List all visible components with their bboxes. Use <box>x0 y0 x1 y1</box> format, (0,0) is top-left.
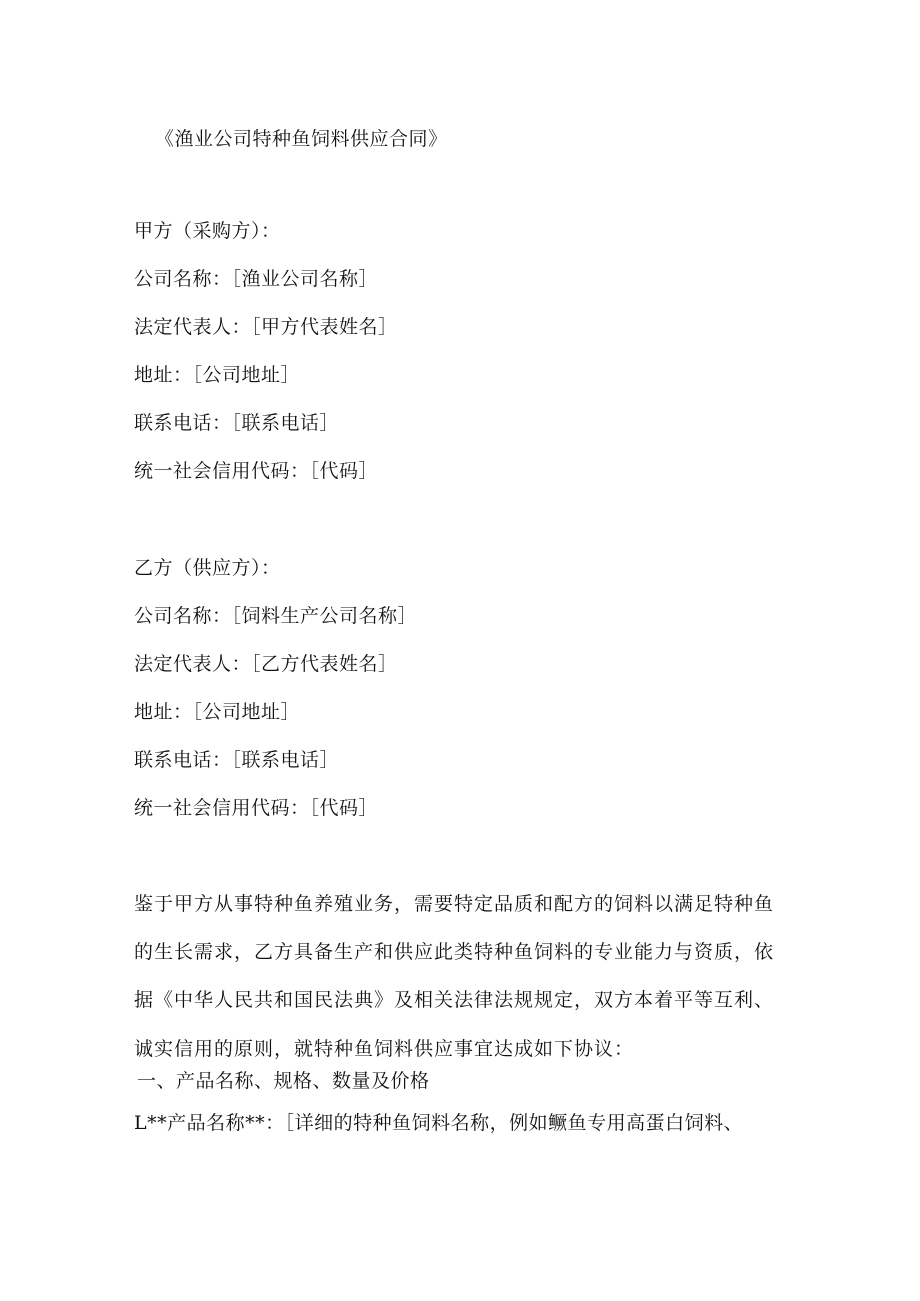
party-b-representative: 法定代表人：［乙方代表姓名］ <box>134 653 398 675</box>
party-b-heading: 乙方（供应方）： <box>134 557 281 579</box>
party-a-heading: 甲方（采购方）： <box>134 220 281 242</box>
party-b-phone: 联系电话：［联系电话］ <box>134 749 340 771</box>
party-a-company: 公司名称：［渔业公司名称］ <box>134 268 379 290</box>
preamble-line: 据《中华人民共和国民法典》及相关法律法规规定，双方本着平等互利、 <box>134 989 775 1011</box>
party-a-credit-code: 统一社会信用代码：［代码］ <box>134 460 379 482</box>
party-a-address: 地址：［公司地址］ <box>134 364 301 386</box>
party-a-representative: 法定代表人：［甲方代表姓名］ <box>134 316 398 338</box>
section-heading: 一、产品名称、规格、数量及价格 <box>137 1070 430 1092</box>
party-b-credit-code: 统一社会信用代码：［代码］ <box>134 797 379 819</box>
preamble-line: 鉴于甲方从事特种鱼养殖业务，需要特定品质和配方的饲料以满足特种鱼 <box>134 893 775 915</box>
party-a-phone: 联系电话：［联系电话］ <box>134 412 340 434</box>
party-b-company: 公司名称：［饲料生产公司名称］ <box>134 605 418 627</box>
section-text-line: L**产品名称**：［详细的特种鱼饲料名称，例如鳜鱼专用高蛋白饲料、 <box>134 1112 744 1134</box>
document-title: 《渔业公司特种鱼饲料供应合同》 <box>155 128 448 150</box>
preamble-line: 诚实信用的原则，就特种鱼饲料供应事宜达成如下协议： <box>134 1038 635 1060</box>
party-b-address: 地址：［公司地址］ <box>134 701 301 723</box>
preamble-line: 的生长需求，乙方具备生产和供应此类特种鱼饲料的专业能力与资质，依 <box>134 941 775 963</box>
